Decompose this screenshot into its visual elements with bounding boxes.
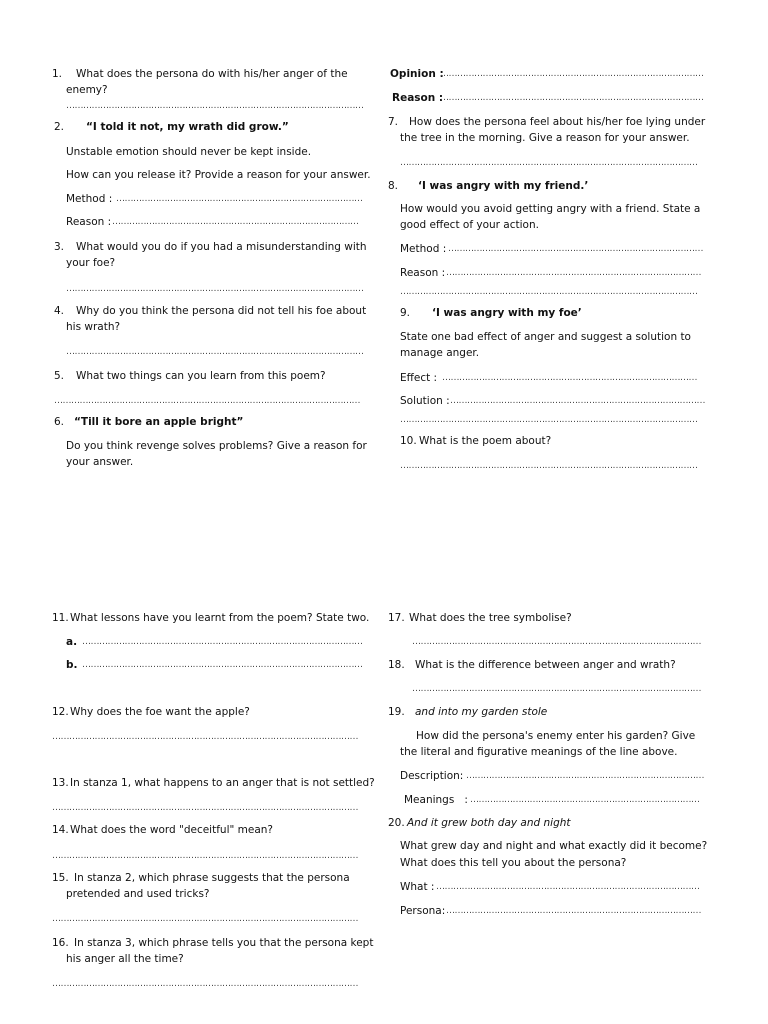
- question-text: his anger all the time?: [66, 953, 184, 965]
- question-number: 2.: [54, 121, 65, 133]
- question-text: What is the poem about?: [419, 435, 552, 447]
- answer-label: What :: [400, 881, 435, 893]
- answer-label: Method :: [66, 193, 113, 205]
- answer-line: ……………………………………………………………………………: [112, 217, 359, 227]
- question-text: In stanza 3, which phrase tells you that the persona kept: [74, 937, 374, 949]
- answer-line: ………………………………………………………………………………: [446, 906, 701, 916]
- answer-line: ………………………………………………………………………………: [448, 244, 703, 254]
- question-number: 6.: [54, 416, 65, 428]
- question-number: 16.: [52, 937, 69, 949]
- question-number: 8.: [388, 180, 399, 192]
- question-number: 20.: [388, 817, 405, 829]
- poem-quote: and into my garden stole: [415, 706, 548, 718]
- answer-label: Effect :: [400, 372, 438, 384]
- answer-line: ……………………………………………………………………………………………: [400, 415, 698, 425]
- question-text: What does the persona do with his/her anger of the: [76, 68, 348, 80]
- answer-line: …………………………………………………………………………………: [440, 93, 704, 103]
- question-number: 5.: [54, 370, 65, 382]
- answer-line: ………………………………………………………………………………………………: [52, 732, 358, 742]
- question-text: the tree in the morning. Give a reason for your answer.: [400, 132, 690, 144]
- answer-line: …………………………………………………………………………………: [440, 69, 704, 79]
- poem-quote: And it grew both day and night: [407, 817, 571, 829]
- answer-line: ………………………………………………………………………………………………: [52, 851, 358, 861]
- question-text: What does the tree symbolise?: [409, 612, 572, 624]
- answer-label: Reason :: [66, 216, 112, 228]
- question-number: 9.: [400, 307, 411, 319]
- question-text: What grew day and night and what exactly did it become?: [400, 840, 708, 852]
- question-text: How did the persona's enemy enter his garden? Give: [416, 730, 696, 742]
- answer-line: ………………………………………………………………………………………………: [52, 803, 358, 813]
- answer-label: Method :: [400, 243, 447, 255]
- answer-line: ……………………………………………………………………………………………: [66, 284, 364, 294]
- answer-line: ……………………………………………………………………………………………: [400, 158, 698, 168]
- question-text: enemy?: [66, 84, 108, 96]
- answer-label: Meanings :: [404, 794, 468, 806]
- question-number: 3.: [54, 241, 65, 253]
- answer-line: ………………………………………………………………………: [470, 795, 700, 805]
- answer-line: ……………………………………………………………………………: [116, 194, 363, 204]
- question-number: 19.: [388, 706, 405, 718]
- answer-line: ……………………………………………………………………………………………: [400, 287, 698, 297]
- poem-quote: ‘I was angry with my friend.’: [418, 180, 589, 192]
- answer-label: Persona:: [400, 905, 446, 917]
- poem-quote: “I told it not, my wrath did grow.”: [86, 121, 289, 133]
- question-text: Why do you think the persona did not tell his foe about: [76, 305, 367, 317]
- question-text: Why does the foe want the apple?: [70, 706, 250, 718]
- answer-line: ……………………………………………………………………………………………: [400, 461, 698, 471]
- question-number: 10.: [400, 435, 417, 447]
- question-text: How does the persona feel about his/her foe lying under: [409, 116, 706, 128]
- question-number: 18.: [388, 659, 405, 671]
- question-text: In stanza 1, what happens to an anger that is not settled?: [70, 777, 375, 789]
- question-number: 7.: [388, 116, 399, 128]
- question-text: In stanza 2, which phrase suggests that the persona: [74, 872, 350, 884]
- question-text: your answer.: [66, 456, 134, 468]
- question-text: What is the difference between anger and wrath?: [415, 659, 676, 671]
- question-text: your foe?: [66, 257, 116, 269]
- answer-line: …………………………………………………………………………………: [436, 882, 700, 892]
- poem-quote: ‘I was angry with my foe’: [432, 307, 582, 319]
- answer-line: ………………………………………………………………………………………: [82, 660, 363, 670]
- answer-line: ……………………………………………………………………………………………: [66, 101, 364, 111]
- answer-line: …………………………………………………………………………………………: [412, 684, 701, 694]
- question-number: 13.: [52, 777, 69, 789]
- answer-line: ………………………………………………………………………………………………: [54, 396, 360, 406]
- answer-line: ………………………………………………………………………………: [442, 373, 697, 383]
- question-text: What lessons have you learnt from the poem? State two.: [70, 612, 370, 624]
- question-text: good effect of your action.: [400, 219, 539, 231]
- answer-label: Reason :: [392, 92, 444, 104]
- answer-line: ……………………………………………………………………………………………: [66, 347, 364, 357]
- question-text: How would you avoid getting angry with a friend. State a: [400, 203, 701, 215]
- question-text: What would you do if you had a misunderstanding with: [76, 241, 367, 253]
- answer-line: ………………………………………………………………………………………: [82, 637, 363, 647]
- question-number: 4.: [54, 305, 65, 317]
- answer-label: Opinion :: [390, 68, 444, 80]
- question-number: 17.: [388, 612, 405, 624]
- poem-quote: “Till it bore an apple bright”: [74, 416, 244, 428]
- answer-label: Solution :: [400, 395, 450, 407]
- question-text: What does the word "deceitful" mean?: [70, 824, 274, 836]
- question-text: Do you think revenge solves problems? Give a reason for: [66, 440, 367, 452]
- question-text: What two things can you learn from this poem?: [76, 370, 326, 382]
- question-text: the literal and figurative meanings of the line above.: [400, 746, 678, 758]
- answer-line: ………………………………………………………………………………………………: [52, 914, 358, 924]
- answer-line: ………………………………………………………………………………: [446, 268, 701, 278]
- question-text: State one bad effect of anger and suggest a solution to: [400, 331, 691, 343]
- answer-line: …………………………………………………………………………: [466, 771, 704, 781]
- answer-label: b.: [66, 659, 78, 671]
- question-text: Unstable emotion should never be kept inside.: [66, 146, 312, 158]
- question-number: 12.: [52, 706, 69, 718]
- answer-label: Description:: [400, 770, 464, 782]
- question-text: his wrath?: [66, 321, 121, 333]
- question-text: manage anger.: [400, 347, 480, 359]
- answer-line: …………………………………………………………………………………………: [412, 637, 701, 647]
- answer-label: a.: [66, 636, 78, 648]
- question-text: What does this tell you about the persona?: [400, 857, 627, 869]
- question-text: pretended and used tricks?: [66, 888, 210, 900]
- answer-line: ………………………………………………………………………………………………: [52, 979, 358, 989]
- question-number: 11.: [52, 612, 69, 624]
- question-text: How can you release it? Provide a reason for your answer.: [66, 169, 371, 181]
- question-number: 1.: [52, 68, 63, 80]
- question-number: 15.: [52, 872, 69, 884]
- answer-label: Reason :: [400, 267, 446, 279]
- answer-line: ………………………………………………………………………………: [450, 396, 705, 406]
- question-number: 14.: [52, 824, 69, 836]
